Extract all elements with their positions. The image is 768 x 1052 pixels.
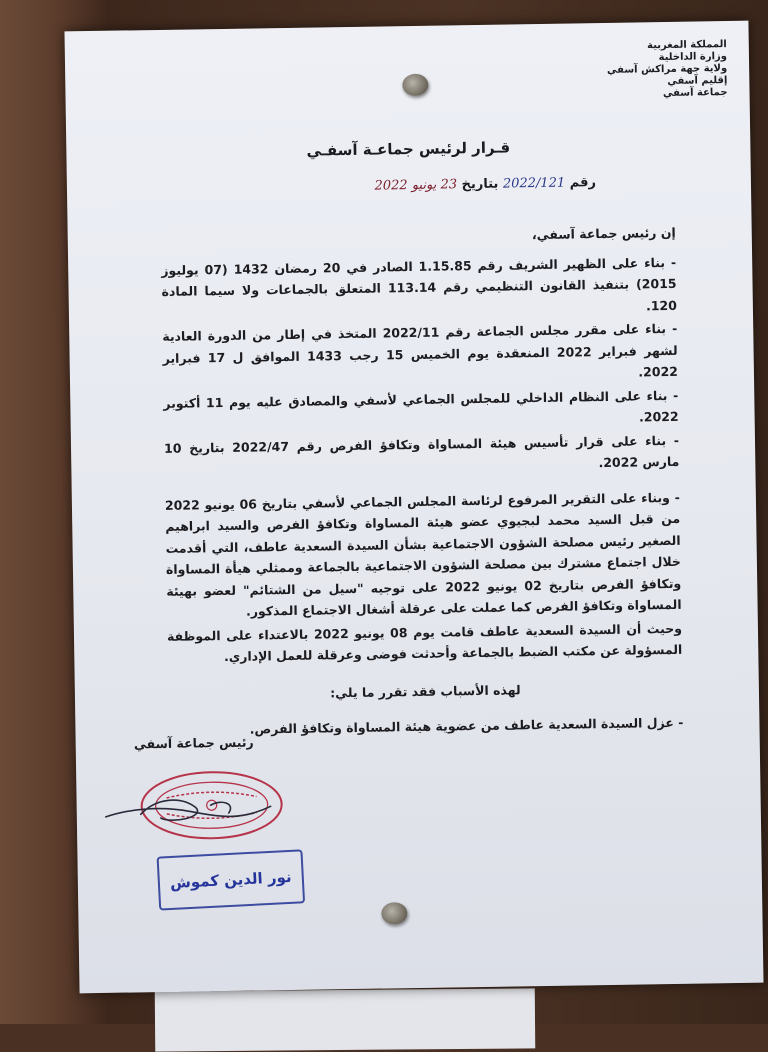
paragraph-council-decision: - بناء على مقرر مجلس الجماعة رقم 2022/11 المتخذ في إطار من الدورة العادية لشهر فبراير 2022 المنعقدة يوم الخميس 15 رجب 1433 الموافق ل 17 فبراير 2022. (162, 320, 679, 380)
document-title: قـرار لرئيس جماعـة آسفـي (306, 138, 511, 160)
header-line-commune: جماعة آسفي (662, 87, 728, 100)
pushpin-top (402, 74, 428, 96)
number-label: رقم (569, 175, 597, 191)
header-line-province: إقليم آسفي (667, 75, 728, 87)
handwritten-signature (100, 776, 291, 839)
date-label: بتاريخ (461, 176, 499, 193)
paragraph-incident: وحيث أن السيدة السعدية عاطف قامت يوم 08 يونيو 2022 بالاعتداء على الموظفة المسؤولة عن مكتب الضبط بالجماعة وأحدثت فوضى وعرقلة للعمل الإداري. (166, 620, 683, 665)
decision-intro: لهذه الأسباب فقد تقرر ما يلي: (330, 681, 521, 700)
paragraph-internal-rules: - بناء على النظام الداخلي للمجلس الجماعي لأسفي والمصادق عليه يوم 11 أكتوبر 2022. (163, 387, 679, 425)
signatory-title: رئيس جماعة آسفي (133, 734, 254, 752)
pushpin-bottom (381, 902, 407, 924)
decision-text: - عزل السيدة السعدية عاطف من عضوية هيئة المساواة وتكافؤ الفرص. (249, 714, 684, 737)
number-value: 2022/121 (502, 175, 566, 192)
header-line-region: ولاية جهة مراكش آسفي (606, 63, 728, 76)
signatory-name: نور الدين كموش (169, 867, 293, 892)
signatory-name-stamp (157, 849, 306, 910)
opening-line: إن رئيس جماعة آسفي، (531, 224, 676, 243)
header-line-kingdom: المملكة المغربية (647, 39, 727, 52)
document-header (557, 39, 728, 102)
paragraph-report: - وبناء على التقرير المرفوع لرئاسة المجلس الجماعي لأسفي بتاريخ 06 يونيو 2022 من قبل السيد محمد لبجيوي عضو هيئة المساواة وتكافؤ الفرص والسيد ابراهيم الصغير رئيس مصلحة الشؤون الاجتماعية بشأن السيدة السعدية عاطف، التي أقدمت خلال اجتماع مشترك بين مصلحة الشؤون الاجتماعية بالجماعة وممثلي هيأة المساواة وتكافؤ الفرص بتاريخ 02 يونيو 2022 على توجيه "سيل من الشتائم" لعضو بهيئة المساواة وتكافؤ الفرص كما عملت على عرقلة أشغال الاجتماع المذكور. (164, 489, 682, 619)
lower-paper-edge (155, 988, 536, 1051)
document-body (161, 222, 684, 744)
date-value: 23 يونيو 2022 (374, 177, 458, 194)
paragraph-founding-decision: - بناء على قرار تأسيس هيئة المساواة وتكافؤ الفرص رقم 2022/47 بتاريخ 10 مارس 2022. (163, 432, 680, 471)
official-decision-document (64, 21, 763, 994)
header-line-ministry: وزارة الداخلية (658, 51, 728, 64)
paragraph-dahir: - بناء على الظهير الشريف رقم 1.15.85 الصادر في 20 رمضان 1432 (07 يوليوز 2015) بتنفيذ القانون التنظيمي رقم 113.14 المتعلق بالجماعات ولا سيما المادة 120. (161, 254, 677, 313)
reference-line (176, 175, 596, 197)
